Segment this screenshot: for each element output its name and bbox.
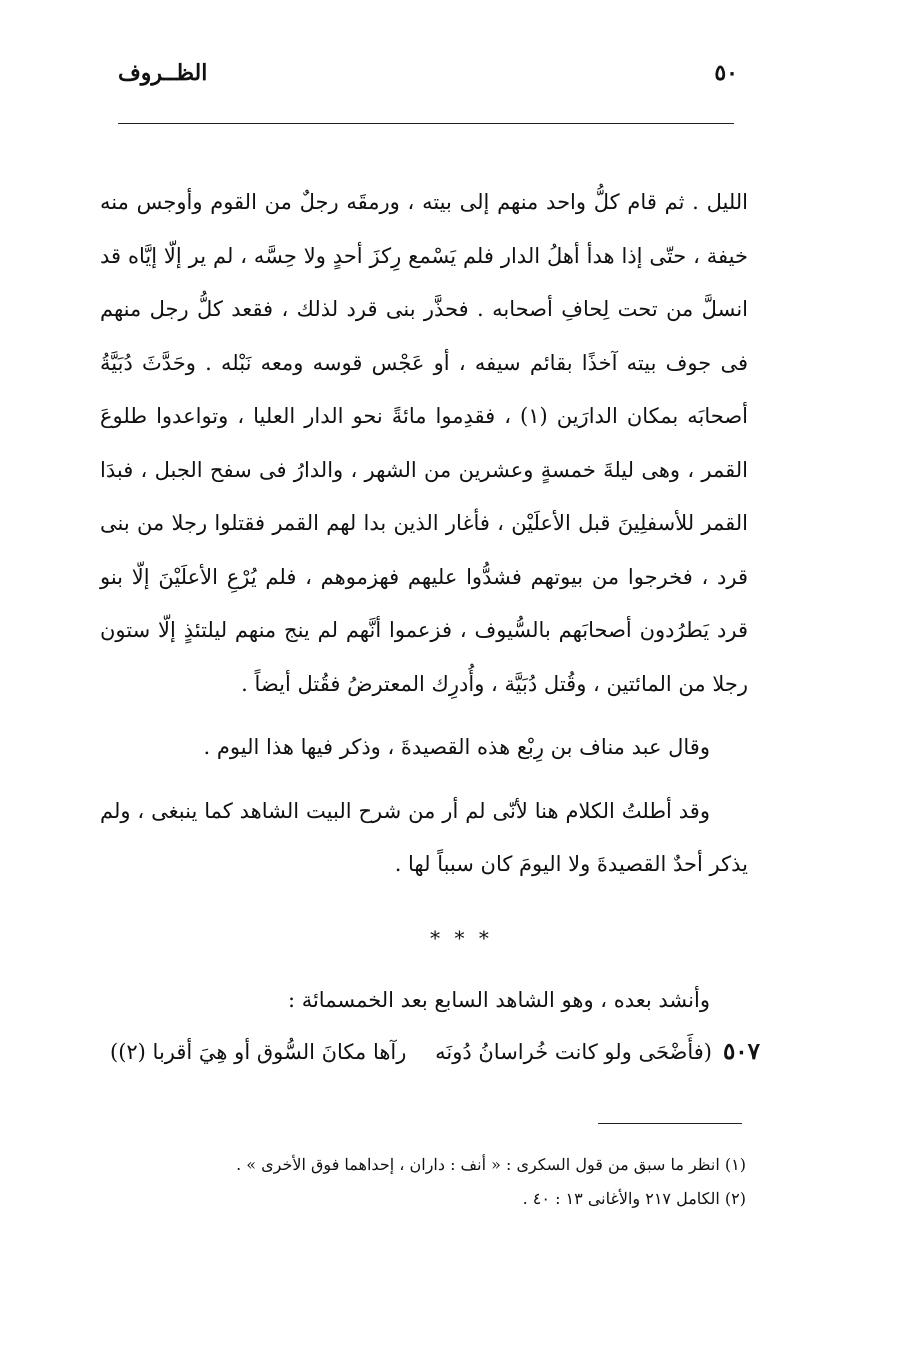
- page-number: ٥٠: [714, 60, 738, 86]
- section-separator: * * *: [430, 926, 493, 950]
- footnotes: [118, 1148, 746, 1216]
- footnote-2: (٢) الكامل ٢١٧ والأغانى ١٣ : ٤٠ .: [522, 1189, 746, 1208]
- verse-first-hemistich: (فأَضْحَى ولو كانت خُراسانُ دُونَه: [435, 1040, 712, 1064]
- verse-line: [100, 1028, 760, 1076]
- page-header: [118, 60, 738, 100]
- footnote-rule: [598, 1123, 742, 1124]
- body-text: [100, 176, 748, 892]
- verse-number: ٥٠٧: [722, 1038, 760, 1065]
- verse-second-hemistich: رآها مكانَ السُّوق أو هِيَ أقربا (٢)): [110, 1040, 407, 1064]
- paragraph-narrative: الليل . ثم قام كلُّ واحد منهم إلى بيته ، ورمقَه رجلٌ من القوم وأوجس منه خيفة ، حتّى إذا هدأ أهلُ الدار فلم يَسْمع رِكزَ أحدٍ ولا حِسَّه ، لم ير إلّا إيَّاه قد انسلَّ من تحت لِحافِ أصحابه . فحذَّر بنى قرد لذلك ، فقعد كلُّ رجل منهم فى جوف بيته آخذًا بقائم سيفه ، أو عَجْس قوسه ومعه نَبْله . وحَدَّثَ دُبَيَّةُ أصحابَه بمكان الدارَين (١) ، فقدِموا مائةً نحو الدار العليا ، وتواعدوا طلوعَ القمر ، وهى ليلةَ خمسةٍ وعشرين من الشهر ، والدارُ فى سفح الجبل ، فبدَا القمر للأسفلِينَ قبل الأعلَيْن ، فأغار الذين بدا لهم القمر فقتلوا رجلا من بنى قرد ، فخرجوا من بيوتهم فشدُّوا عليهم فهزموهم ، فلم يُرْعِ الأعلَيْنَ إلّا بنو قرد يَطرُدون أصحابَهم بالسُّيوف ، فزعموا أنَّهم لم ينج منهم ليلتئذٍ إلّا ستون رجلا من المائتين ، وقُتل دُبَيَّة ، وأُدرِك المعترضُ فقُتل أيضاً .: [100, 190, 748, 696]
- header-rule: [118, 123, 734, 124]
- paragraph-author-note: وقد أطلتُ الكلام هنا لأنّى لم أر من شرح البيت الشاهد كما ينبغى ، ولم يذكر أحدٌ القصيدةَ ولا اليومَ كان سبباً لها .: [100, 798, 748, 876]
- verse-introduction: وأنشد بعده ، وهو الشاهد السابع بعد الخمسمائة :: [287, 988, 710, 1012]
- paragraph-poem-intro: وقال عبد مناف بن رِبْع هذه القصيدةَ ، وذكر فيها هذا اليوم .: [203, 735, 710, 759]
- running-title: الظــروف: [118, 60, 208, 86]
- footnote-1: (١) انظر ما سبق من قول السكرى : « أنف : داران ، إحداهما فوق الأخرى » .: [236, 1155, 746, 1174]
